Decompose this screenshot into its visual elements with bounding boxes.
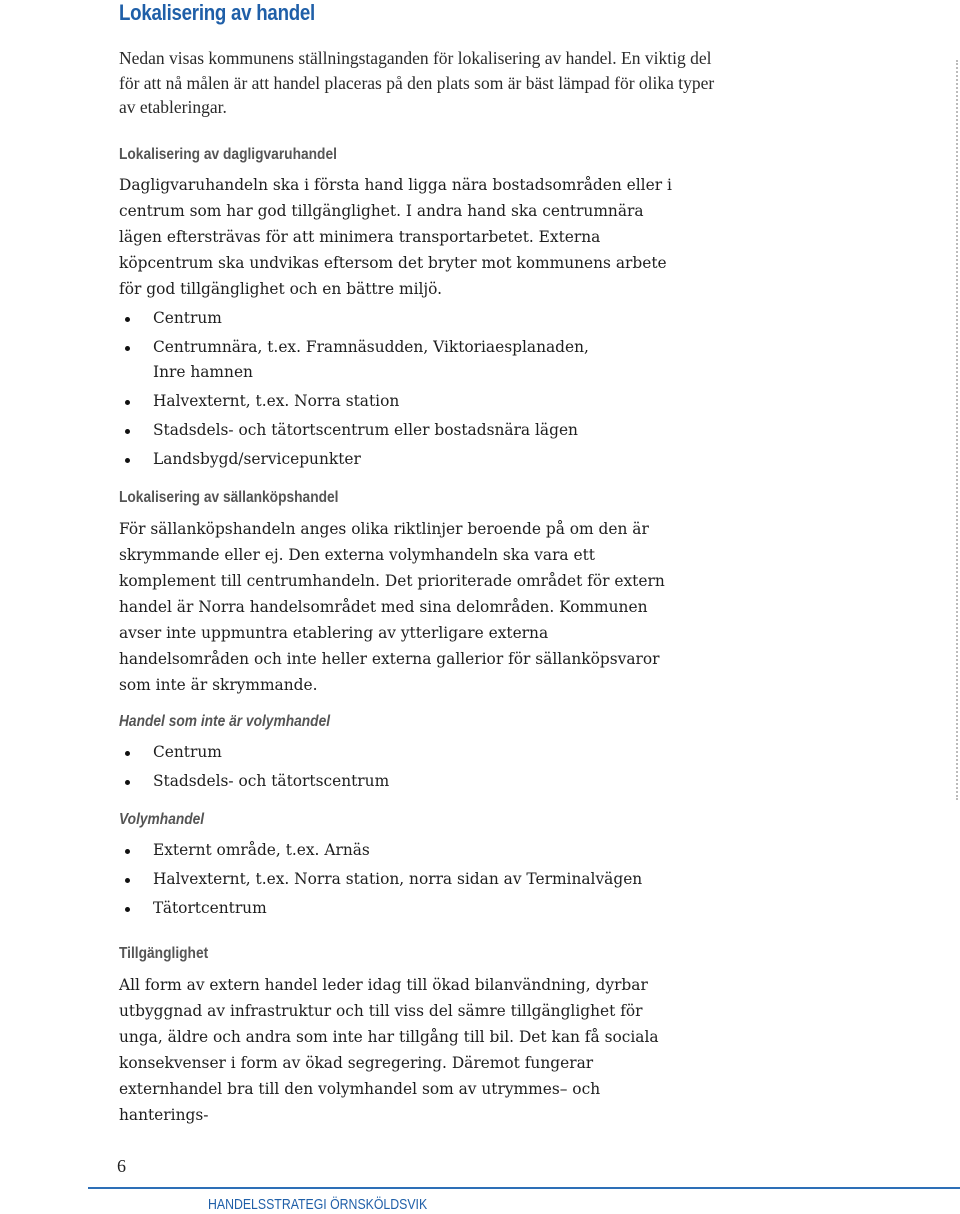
list-item: Tätortcentrum bbox=[119, 896, 679, 921]
page-edge-marks bbox=[956, 60, 960, 800]
section-volymhandel bbox=[119, 811, 679, 829]
page-title: Lokalisering av handel bbox=[119, 0, 316, 25]
sallankopshandel-body bbox=[119, 516, 679, 698]
section-dagligvaruhandel bbox=[119, 146, 679, 164]
section-heading: Lokalisering av sällanköpshandel bbox=[119, 489, 339, 506]
dagligvaruhandel-list bbox=[119, 306, 679, 476]
footer-publication-title: HANDELSSTRATEGI ÖRNSKÖLDSVIK bbox=[208, 1196, 428, 1213]
list-item: Halvexternt, t.ex. Norra station, norra sidan av Terminalvägen bbox=[119, 867, 679, 892]
list-item: Landsbygd/servicepunkter bbox=[119, 447, 679, 472]
page-number: 6 bbox=[117, 1156, 126, 1176]
list-item: Centrum bbox=[119, 740, 679, 765]
bullet-list bbox=[119, 306, 679, 472]
list-item: Stadsdels- och tätortscentrum bbox=[119, 769, 679, 794]
list-item: Centrum bbox=[119, 306, 679, 331]
dagligvaruhandel-body bbox=[119, 172, 679, 302]
section-sallankopshandel bbox=[119, 489, 679, 507]
section-tillganglighet bbox=[119, 945, 679, 963]
tillganglighet-body bbox=[119, 972, 679, 1128]
list-item: Halvexternt, t.ex. Norra station bbox=[119, 389, 679, 414]
section-paragraph: Dagligvaruhandeln ska i första hand ligga nära bostadsområden eller i centrum som har god tillgänglighet. I andra hand ska centrumnära lägen eftersträvas för att minimera transportarbetet. Externa köpcentrum ska undvikas eftersom det bryter mot kommunens arbete för god tillgänglighet och en bättre miljö. bbox=[119, 176, 672, 298]
list-item: Centrumnära, t.ex. Framnäsudden, Viktoriaesplanaden, Inre hamnen bbox=[119, 335, 623, 385]
ej-volymhandel-list bbox=[119, 740, 679, 798]
bullet-list bbox=[119, 740, 679, 794]
section-paragraph: För sällanköpshandeln anges olika riktlinjer beroende på om den är skrymmande eller ej. Den externa volymhandeln ska vara ett komplement till centrumhandeln. Det prioriterade området för extern handel är Norra handelsområdet med sina delområden. Kommunen avser inte uppmuntra etablering av ytterligare externa handelsområden och inte heller externa gallerior för sällanköpsvaror som inte är skrymmande. bbox=[119, 520, 665, 694]
volymhandel-list bbox=[119, 838, 679, 925]
section-heading: Lokalisering av dagligvaruhandel bbox=[119, 146, 337, 163]
list-item: Externt område, t.ex. Arnäs bbox=[119, 838, 679, 863]
section-ej-volymhandel bbox=[119, 713, 679, 731]
section-paragraph: All form av extern handel leder idag till ökad bilanvändning, dyrbar utbyggnad av infrastruktur och till viss del sämre tillgänglighet för unga, äldre och andra som inte har tillgång till bil. Det kan få sociala konsekvenser i form av ökad segregering. Däremot fungerar externhandel bra till den volymhandel som av utrymmes– och hanterings- bbox=[119, 976, 659, 1124]
intro-paragraph: Nedan visas kommunens ställningstaganden för lokalisering av handel. En viktig del för att nå målen är att handel placeras på den plats som är bäst lämpad för olika typer av etableringar. bbox=[119, 48, 715, 117]
section-heading: Volymhandel bbox=[119, 811, 205, 828]
section-heading: Handel som inte är volymhandel bbox=[119, 713, 331, 730]
list-item: Stadsdels- och tätortscentrum eller bostadsnära lägen bbox=[119, 418, 679, 443]
section-heading: Tillgänglighet bbox=[119, 945, 209, 962]
footer-divider bbox=[88, 1187, 960, 1189]
bullet-list bbox=[119, 838, 679, 921]
